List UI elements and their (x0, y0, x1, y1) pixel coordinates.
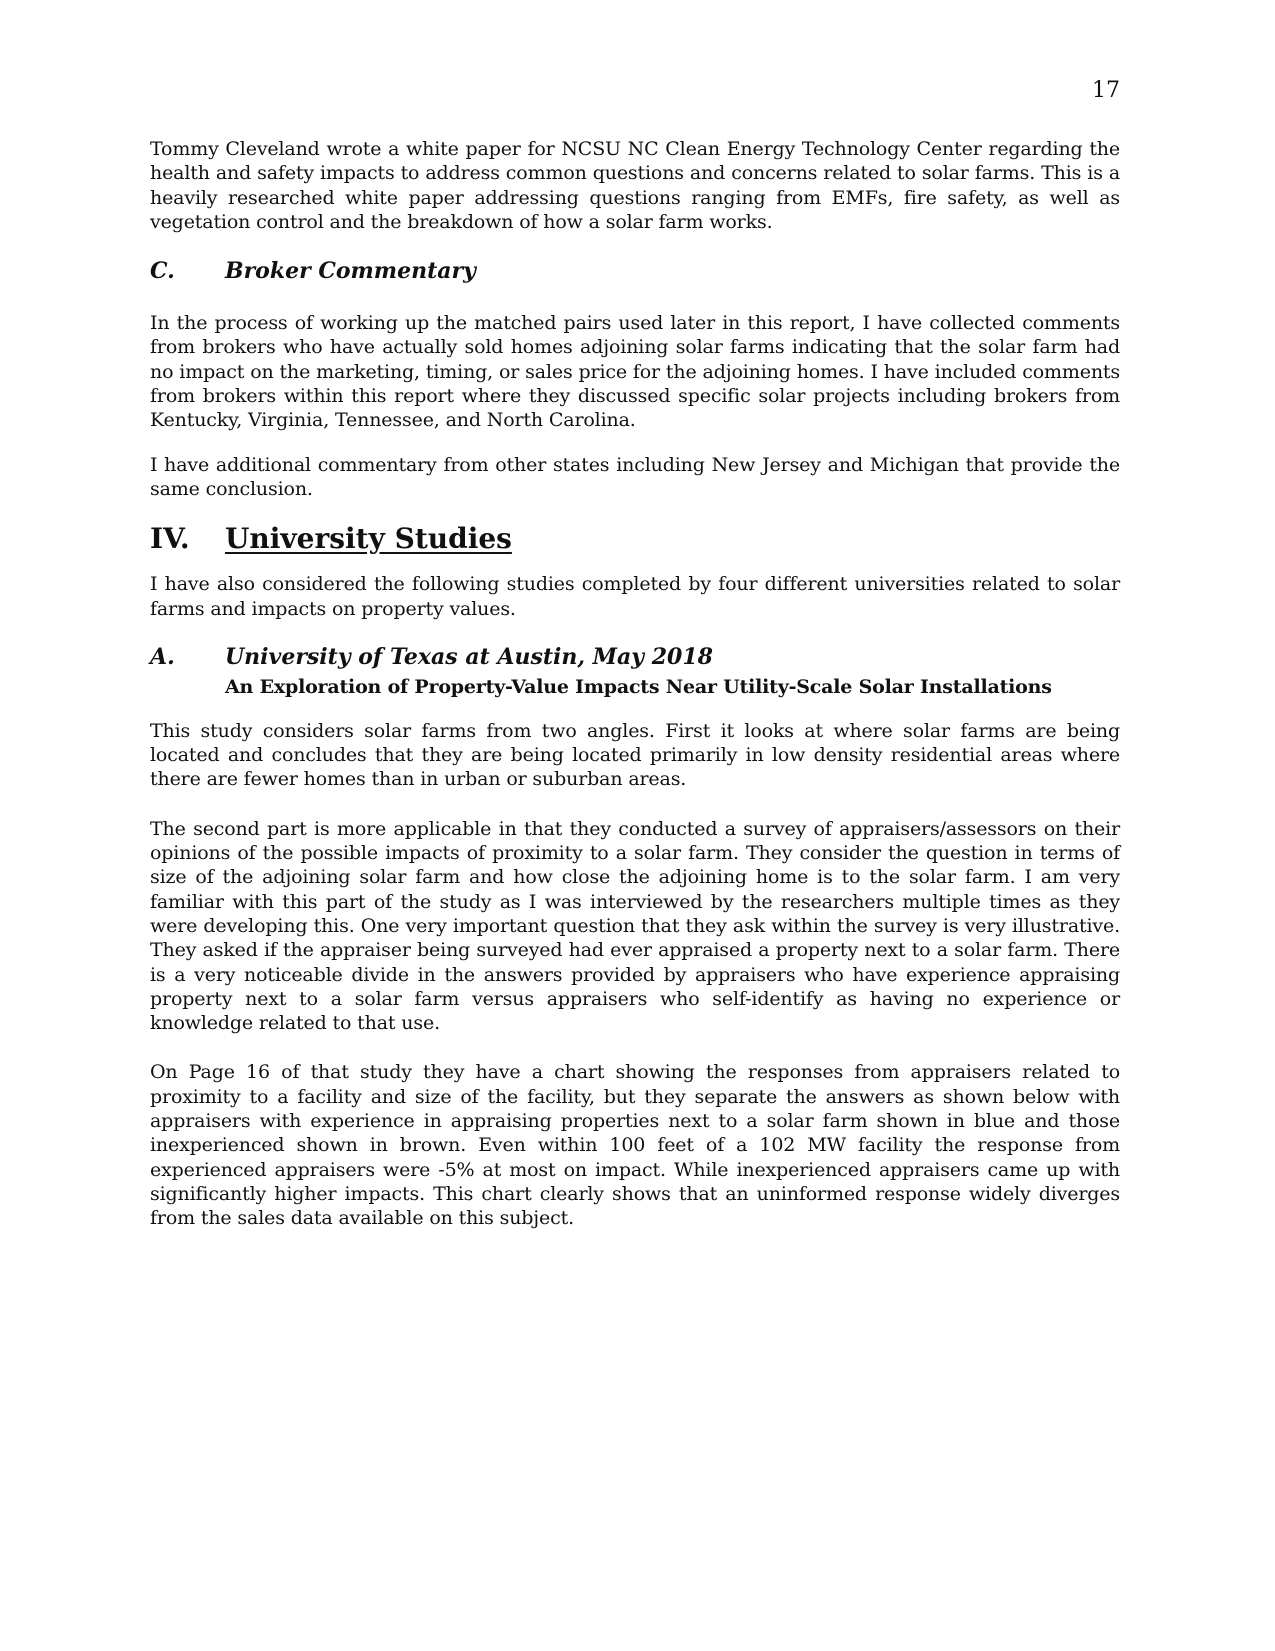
section-iv-title: University Studies (225, 522, 512, 556)
broker-paragraph-1: In the process of working up the matched pairs used later in this report, I have collected comments from brokers who have actually sold homes adjoining solar farms indicating that the solar farm had no impact on the marketing, timing, or sales price for the adjoining homes. I have included comments from brokers within this report where they discussed specific solar projects including brokers from Kentucky, Virginia, Tennessee, and North Carolina. (150, 312, 1120, 432)
section-a-heading (150, 643, 1120, 671)
section-iv-heading (150, 522, 1120, 556)
broker-paragraph-2: I have additional commentary from other states including New Jersey and Michigan that provide the same conclusion. (150, 453, 1120, 500)
section-c-heading (150, 257, 1120, 285)
study-paragraph-1: This study considers solar farms from two angles. First it looks at where solar farms are being located and concludes that they are being located primarily in low density residential areas where there are fewer homes than in urban or suburban areas. (150, 719, 1120, 791)
study-paragraph-2: The second part is more applicable in that they conducted a survey of appraisers/assessors on their opinions of the possible impacts of proximity to a solar farm. They consider the question in terms of size of the adjoining solar farm and how close the adjoining home is to the solar farm. I am very familiar with this part of the study as I was interviewed by the researchers multiple times as they were developing this. One very important question that they ask within the survey is very illustrative. They asked if the appraiser being surveyed had ever appraised a property next to a solar farm. There is a very noticeable divide in the answers provided by appraisers who have experience appraising property next to a solar farm versus appraisers who self-identify as having no experience or knowledge related to that use. (150, 817, 1120, 1035)
section-iv-numeral: IV. (150, 522, 190, 556)
study-paragraph-3: On Page 16 of that study they have a chart showing the responses from appraisers related to proximity to a facility and size of the facility, but they separate the answers as shown below with appraisers with experience in appraising properties next to a solar farm shown in blue and those inexperienced shown in brown. Even within 100 feet of a 102 MW facility the response from experienced appraisers were -5% at most on impact. While inexperienced appraisers came up with significantly higher impacts. This chart clearly shows that an uninformed response widely diverges from the sales data available on this subject. (150, 1061, 1120, 1230)
page-content (150, 137, 1120, 1231)
section-a-title: University of Texas at Austin, May 2018 (225, 643, 713, 670)
section-c-title: Broker Commentary (225, 258, 476, 285)
university-studies-paragraph: I have also considered the following studies completed by four different universities related to solar farms and impacts on property values. (150, 573, 1120, 620)
study-title: An Exploration of Property-Value Impacts Near Utility-Scale Solar Installations (225, 675, 1052, 698)
page-number: 17 (1092, 78, 1120, 103)
section-a-letter: A. (150, 643, 175, 670)
intro-paragraph: Tommy Cleveland wrote a white paper for NCSU NC Clean Energy Technology Center regarding the health and safety impacts to address common questions and concerns related to solar farms. This is a heavily researched white paper addressing questions ranging from EMFs, fire safety, as well as vegetation control and the breakdown of how a solar farm works. (150, 138, 1120, 233)
section-c-letter: C. (150, 258, 175, 285)
